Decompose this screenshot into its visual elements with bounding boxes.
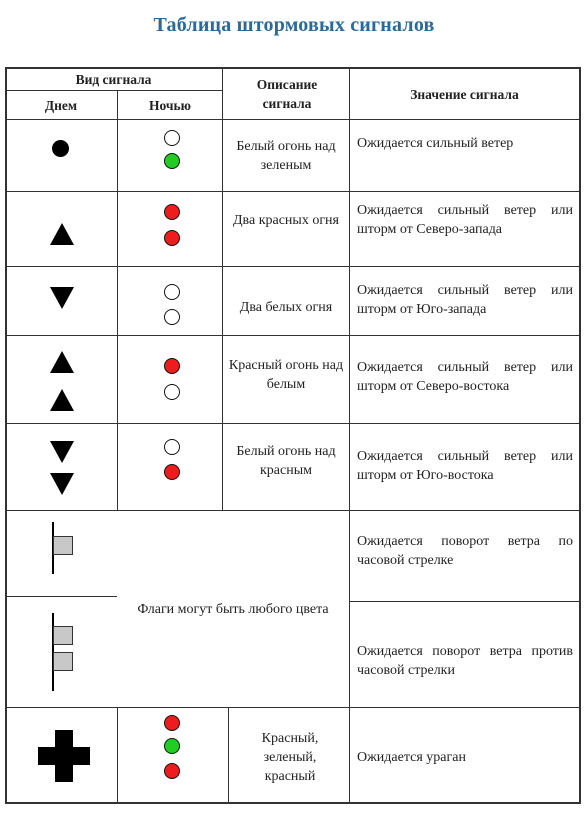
flag-icon <box>53 652 73 671</box>
red-light-icon <box>164 464 180 480</box>
flags-note: Флаги могут быть любого цвета <box>137 601 329 617</box>
col-line-meaning <box>349 67 350 804</box>
header-meaning: Значение сигнала <box>410 86 519 102</box>
header-day: Днем <box>44 97 78 113</box>
page-title: Таблица штормовых сигналов <box>153 14 435 36</box>
flag-icon <box>53 536 73 555</box>
triangle-up-icon <box>50 351 74 373</box>
row-line-6 <box>5 707 581 708</box>
row-description: Белый огонь над красным <box>236 444 336 478</box>
green-light-icon <box>164 738 180 754</box>
cross-icon <box>38 747 90 765</box>
row-line-4 <box>5 423 581 424</box>
white-light-icon <box>164 309 180 325</box>
flag-icon <box>53 626 73 645</box>
green-light-icon <box>164 153 180 169</box>
col-line-night <box>117 90 118 510</box>
white-light-icon <box>164 130 180 146</box>
hurricane-meaning: Ожидается ураган <box>357 749 466 765</box>
triangle-down-icon <box>50 473 74 495</box>
table-border-left <box>5 67 7 804</box>
table-border-bottom <box>5 802 581 804</box>
red-light-icon <box>164 763 180 779</box>
red-light-icon <box>164 358 180 374</box>
row-meaning: Ожидается сильный ветер <box>357 135 514 151</box>
triangle-up-icon <box>50 389 74 411</box>
row-description: Два белых огня <box>239 299 333 315</box>
triangle-down-icon <box>50 441 74 463</box>
storm-signals-table <box>5 67 581 804</box>
triangle-down-icon <box>50 287 74 309</box>
col-line-desc-hurricane <box>228 707 229 804</box>
col-line-desc <box>222 67 223 510</box>
red-light-icon <box>164 230 180 246</box>
row-description: Два красных огня <box>233 212 339 228</box>
white-light-icon <box>164 439 180 455</box>
header-signal-view: Вид сигнала <box>75 72 152 87</box>
row-meaning: Ожидается сильный ветер или шторм от Северо-востока <box>357 360 573 394</box>
col-line-night-hurricane <box>117 707 118 804</box>
hurricane-description: Красный, зеленый, красный <box>261 730 319 784</box>
row-line-2 <box>5 266 581 267</box>
row-description: Белый огонь над зеленым <box>236 138 336 173</box>
header-night: Ночью <box>149 97 191 113</box>
red-light-icon <box>164 204 180 220</box>
white-light-icon <box>164 284 180 300</box>
black-ball-icon <box>52 140 69 157</box>
red-light-icon <box>164 715 180 731</box>
two-flags-meaning: Ожидается поворот ветра против часовой стрелки <box>357 644 573 678</box>
white-light-icon <box>164 384 180 400</box>
row-line-3 <box>5 335 581 336</box>
header-description: Описание сигнала <box>256 77 318 111</box>
row-meaning: Ожидается сильный ветер или шторм от Юго-запада <box>357 282 573 317</box>
one-flag-meaning: Ожидается поворот ветра по часовой стрелке <box>357 534 573 568</box>
row-description: Красный огонь над белым <box>228 358 344 392</box>
row-line-5 <box>5 510 581 511</box>
table-border-right <box>579 67 581 804</box>
row-meaning: Ожидается сильный ветер или шторм от Юго-востока <box>357 449 573 483</box>
row-line-flags-day <box>5 596 117 597</box>
row-line-flags-meaning <box>349 601 581 602</box>
triangle-up-icon <box>50 223 74 245</box>
row-meaning: Ожидается сильный ветер или шторм от Северо-запада <box>357 203 573 237</box>
